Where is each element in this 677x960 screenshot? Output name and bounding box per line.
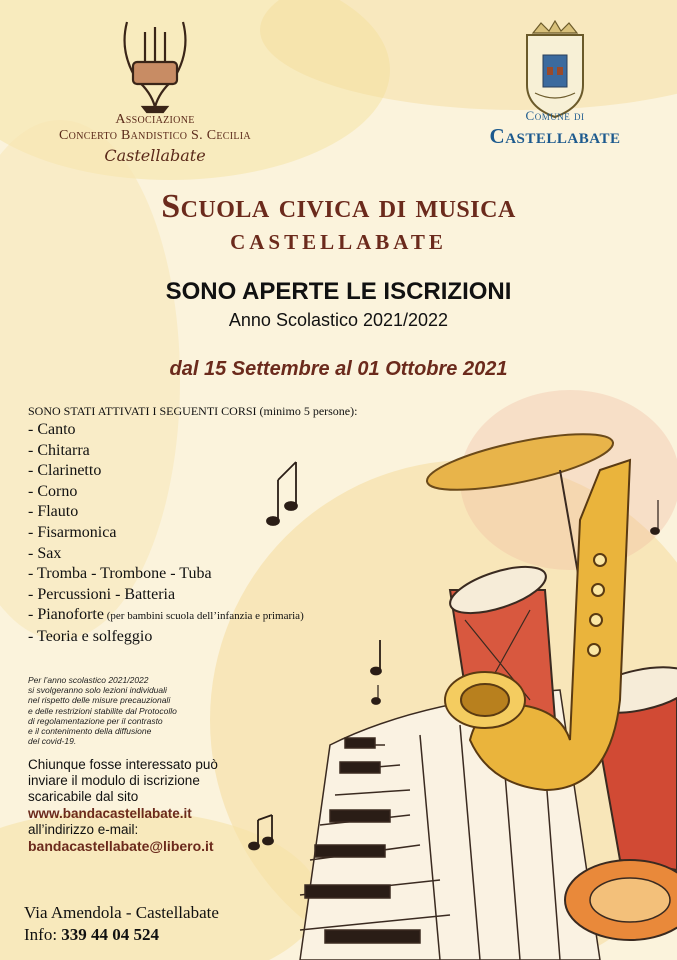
list-item: - Teoria e solfeggio bbox=[28, 627, 153, 645]
enrollment-dates: dal 15 Settembre al 01 Ottobre 2021 bbox=[169, 358, 508, 380]
list-item: - Tromba - Trombone - Tuba bbox=[28, 565, 212, 583]
address: Via Amendola - Castellabate bbox=[24, 903, 219, 922]
comune-line1: Comune di bbox=[525, 108, 585, 123]
list-item: - Canto bbox=[28, 421, 76, 438]
covid-notice: Per l’anno scolastico 2021/2022 si svolgeranno solo lezioni individuali nel rispetto delle misure precauzionali e delle restrizioni stabilite dal Protocollo di regolamentazione per il contrasto e il contenimento della diffusione del covid-19. bbox=[28, 675, 177, 747]
drum-bottom bbox=[565, 860, 677, 940]
enrollment-info: Chiunque fosse interessato può inviare il modulo di iscrizione scaricabile dal sito www.bandacastellabate.it all’indirizzo e-mail: bandacastellabate@libero.it bbox=[28, 757, 258, 854]
enrollment-headline: SONO APERTE LE ISCRIZIONI bbox=[165, 278, 512, 305]
page-subtitle-city: CASTELLABATE bbox=[230, 230, 447, 254]
footer-contact bbox=[24, 902, 219, 946]
association-city: Castellabate bbox=[104, 146, 206, 165]
courses-list bbox=[28, 420, 304, 648]
list-item: - Sax bbox=[28, 544, 62, 562]
comune-logo-block bbox=[455, 20, 655, 149]
list-item: - Flauto bbox=[28, 503, 79, 521]
email-link[interactable]: bandacastellabate@libero.it bbox=[28, 838, 214, 855]
info-label: Info: bbox=[24, 925, 58, 944]
list-item: - Percussioni - Batteria bbox=[28, 585, 176, 603]
list-item: - Clarinetto bbox=[28, 462, 102, 480]
association-line2: Concerto Bandistico S. Cecilia bbox=[59, 128, 251, 143]
courses-heading: SONO STATI ATTIVATI I SEGUENTI CORSI (minimo 5 persone): bbox=[28, 404, 358, 418]
page-title: Scuola civica di musica bbox=[161, 188, 516, 225]
association-logo-block bbox=[40, 14, 270, 165]
list-item: - Fisarmonica bbox=[28, 523, 117, 541]
association-line1: Associazione bbox=[115, 112, 195, 127]
school-year: Anno Scolastico 2021/2022 bbox=[228, 310, 449, 330]
list-item: - Pianoforte (per bambini scuola dell’infanzia e primaria) bbox=[28, 606, 304, 624]
list-item: - Corno bbox=[28, 482, 78, 500]
list-item: - Chitarra bbox=[28, 441, 90, 459]
comune-line2: Castellabate bbox=[489, 124, 621, 148]
course-note: (per bambini scuola dell’infanzia e primaria) bbox=[103, 610, 304, 623]
website-link[interactable]: www.bandacastellabate.it bbox=[28, 805, 192, 821]
phone-number: 339 44 04 524 bbox=[61, 925, 160, 944]
